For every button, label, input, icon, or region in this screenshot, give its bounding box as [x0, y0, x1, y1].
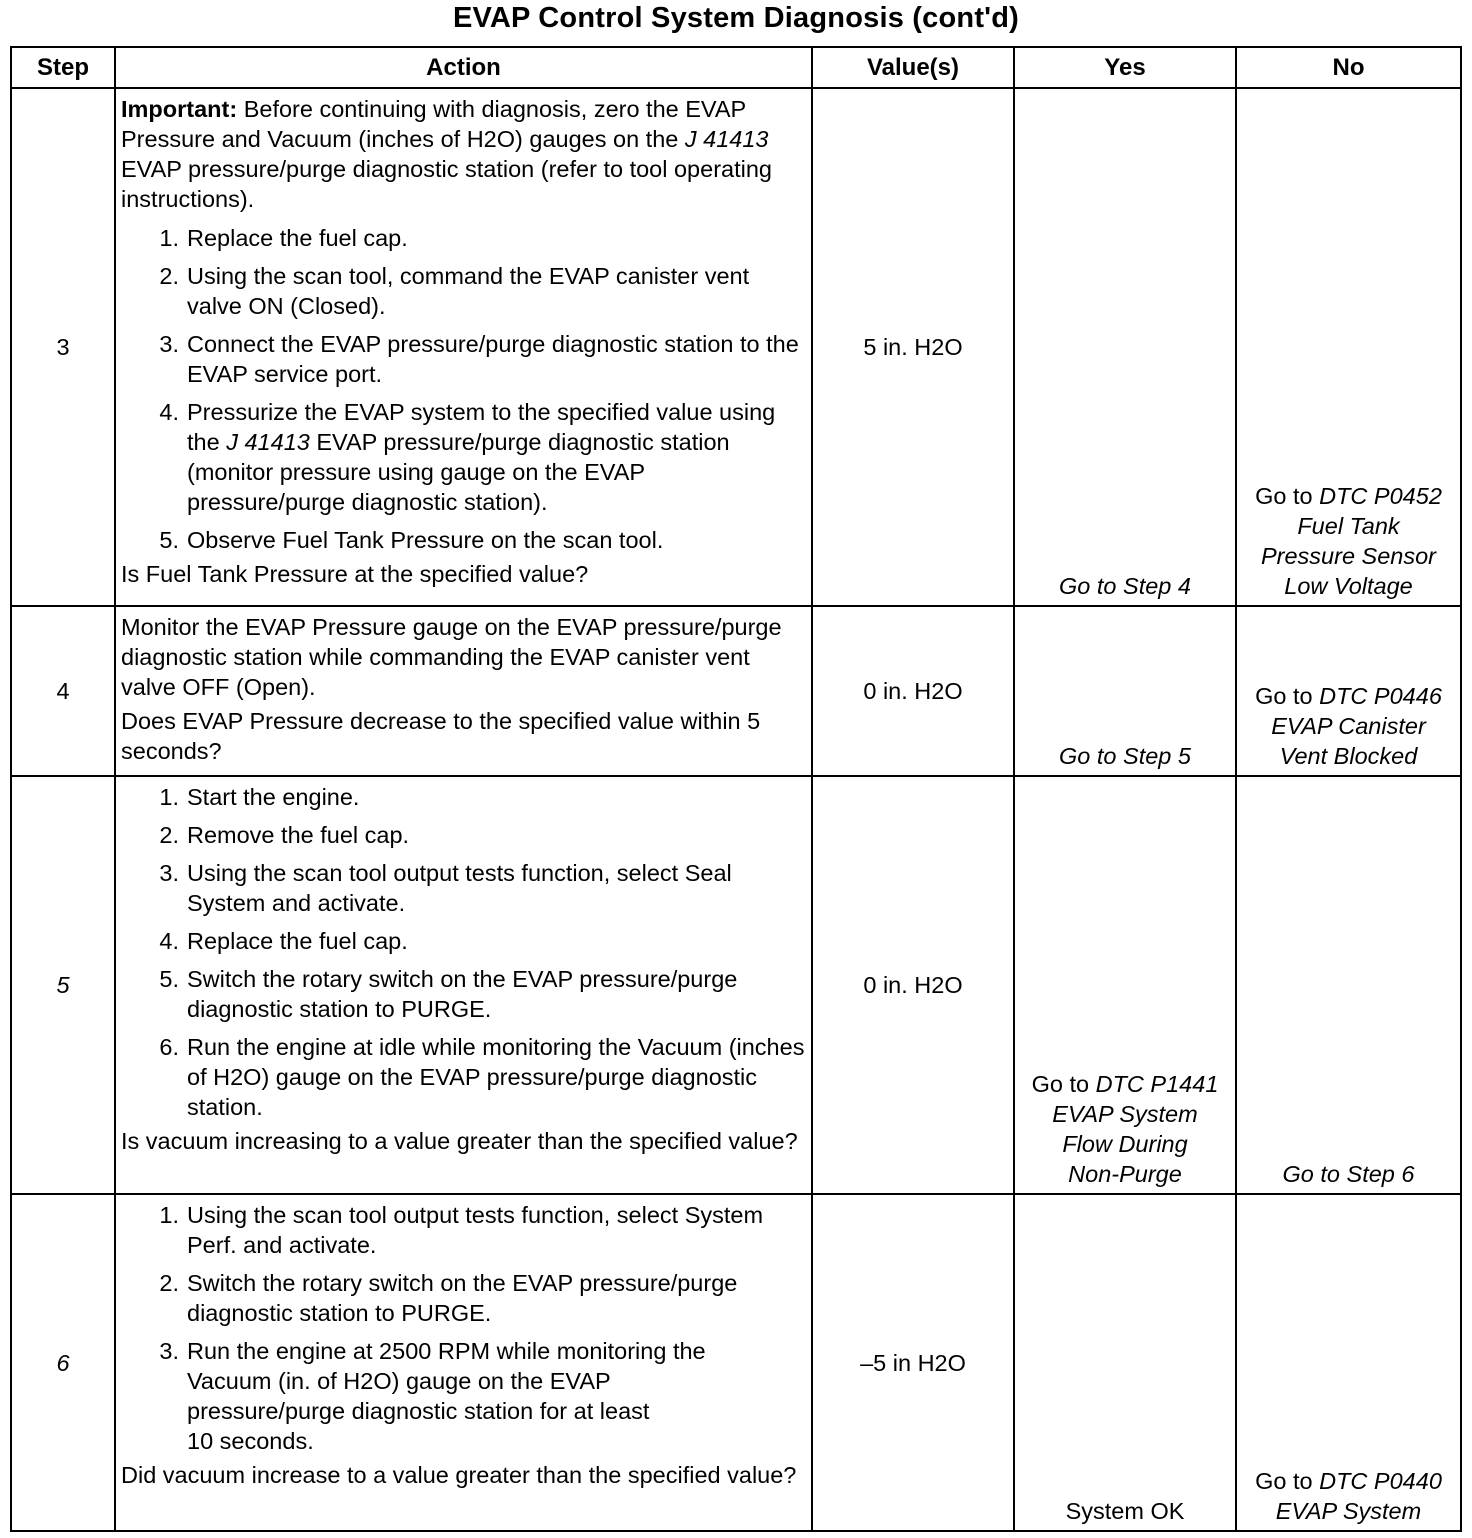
list-item: 2. Remove the fuel cap.: [159, 822, 410, 848]
header-yes: Yes: [1014, 47, 1236, 88]
value-cell: –5 in H2O: [812, 1194, 1014, 1531]
step-list: [121, 223, 807, 555]
action-text: Monitor the EVAP Pressure gauge on the EVAP pressure/purge diagnostic station while commanding the EVAP canister vent valve OFF (Open).: [121, 614, 782, 700]
dtc-code: DTC P0446: [1319, 683, 1442, 709]
no-result: Go to DTC P0440: [1255, 1468, 1442, 1494]
table-row: [11, 606, 1461, 776]
dtc-code: DTC P0452: [1319, 483, 1442, 509]
yes-cell: [1014, 606, 1236, 776]
question: Did vacuum increase to a value greater than the specified value?: [121, 1462, 797, 1488]
question: Is vacuum increasing to a value greater than the specified value?: [121, 1128, 798, 1154]
header-row: [11, 47, 1461, 88]
list-item: 5. Observe Fuel Tank Pressure on the scan tool.: [159, 527, 664, 553]
header-values: Value(s): [812, 47, 1014, 88]
header-action: Action: [115, 47, 812, 88]
no-result: Go to DTC P0446: [1255, 683, 1442, 709]
list-item: 4. Replace the fuel cap.: [159, 928, 408, 954]
list-item: 3. Run the engine at 2500 RPM while monitoring the Vacuum (in. of H2O) gauge on the EVAP pressure/purge diagnostic station for at least 10 seconds.: [159, 1338, 706, 1454]
list-item: 2. Switch the rotary switch on the EVAP pressure/purge diagnostic station to PURGE.: [159, 1270, 738, 1326]
list-item: 1. Using the scan tool output tests function, select System Perf. and activate.: [159, 1202, 764, 1258]
yes-result: Go to DTC P1441: [1031, 1071, 1219, 1097]
no-cell: [1236, 776, 1461, 1194]
important-note: Important: Before continuing with diagnosis, zero the EVAP Pressure and Vacuum (inches of H2O) gauges on the J 41413 EVAP pressure/purge diagnostic station (refer to tool operating instructions).: [121, 96, 772, 212]
list-item: 2. Using the scan tool, command the EVAP canister vent valve ON (Closed).: [159, 263, 750, 319]
list-item: 3. Connect the EVAP pressure/purge diagnostic station to the EVAP service port.: [159, 331, 799, 387]
list-item: 3. Using the scan tool output tests function, select Seal System and activate.: [159, 860, 732, 916]
step-list: [121, 1200, 807, 1456]
tool-name: J 41413: [684, 126, 769, 152]
no-result: Go to Step 6: [1282, 1161, 1415, 1187]
no-cell: Go to DTC P0446 EVAP Canister Vent Blocked: [1236, 606, 1461, 776]
list-item: 1. Replace the fuel cap.: [159, 225, 408, 251]
dtc-code: DTC P0440: [1319, 1468, 1442, 1494]
list-item: 4. Pressurize the EVAP system to the specified value using the J 41413 EVAP pressure/purge diagnostic station (monitor pressure using gauge on the EVAP pressure/purge diagnostic station).: [159, 399, 776, 515]
table-row: [11, 1194, 1461, 1531]
yes-cell: [1014, 1194, 1236, 1531]
diagnosis-table: [10, 46, 1462, 1532]
yes-result: Go to Step 4: [1059, 573, 1191, 599]
important-label: Important:: [121, 96, 238, 122]
value-cell: 0 in. H2O: [812, 776, 1014, 1194]
list-item: 6. Run the engine at idle while monitoring the Vacuum (inches of H2O) gauge on the EVAP pressure/purge diagnostic station.: [159, 1034, 805, 1120]
yes-cell: [1014, 88, 1236, 606]
step-number: 3: [11, 88, 115, 606]
action-cell: [115, 776, 812, 1194]
list-item: 5. Switch the rotary switch on the EVAP pressure/purge diagnostic station to PURGE.: [159, 966, 738, 1022]
question: Is Fuel Tank Pressure at the specified value?: [121, 561, 589, 587]
value-cell: 0 in. H2O: [812, 606, 1014, 776]
action-cell: [115, 606, 812, 776]
header-step: Step: [11, 47, 115, 88]
table-row: [11, 88, 1461, 606]
action-cell: [115, 1194, 812, 1531]
yes-result: System OK: [1065, 1498, 1185, 1524]
step-number: 4: [11, 606, 115, 776]
page-title: EVAP Control System Diagnosis (cont'd): [452, 2, 1020, 34]
table-row: [11, 776, 1461, 1194]
yes-cell: Go to DTC P1441 EVAP System Flow During Non-Purge: [1014, 776, 1236, 1194]
header-no: No: [1236, 47, 1461, 88]
tool-name: J 41413: [226, 429, 310, 455]
no-cell: Go to DTC P0440 EVAP System: [1236, 1194, 1461, 1531]
action-cell: [115, 88, 812, 606]
yes-result: Go to Step 5: [1059, 743, 1191, 769]
no-result: Go to DTC P0452: [1255, 483, 1442, 509]
list-item: 1. Start the engine.: [159, 784, 360, 810]
question: Does EVAP Pressure decrease to the specified value within 5 seconds?: [121, 708, 761, 764]
step-number: 6: [11, 1194, 115, 1531]
no-cell: Go to DTC P0452 Fuel Tank Pressure Sensor Low Voltage: [1236, 88, 1461, 606]
step-list: [121, 782, 807, 1122]
step-number: 5: [11, 776, 115, 1194]
dtc-code: DTC P1441: [1095, 1071, 1219, 1097]
value-cell: 5 in. H2O: [812, 88, 1014, 606]
